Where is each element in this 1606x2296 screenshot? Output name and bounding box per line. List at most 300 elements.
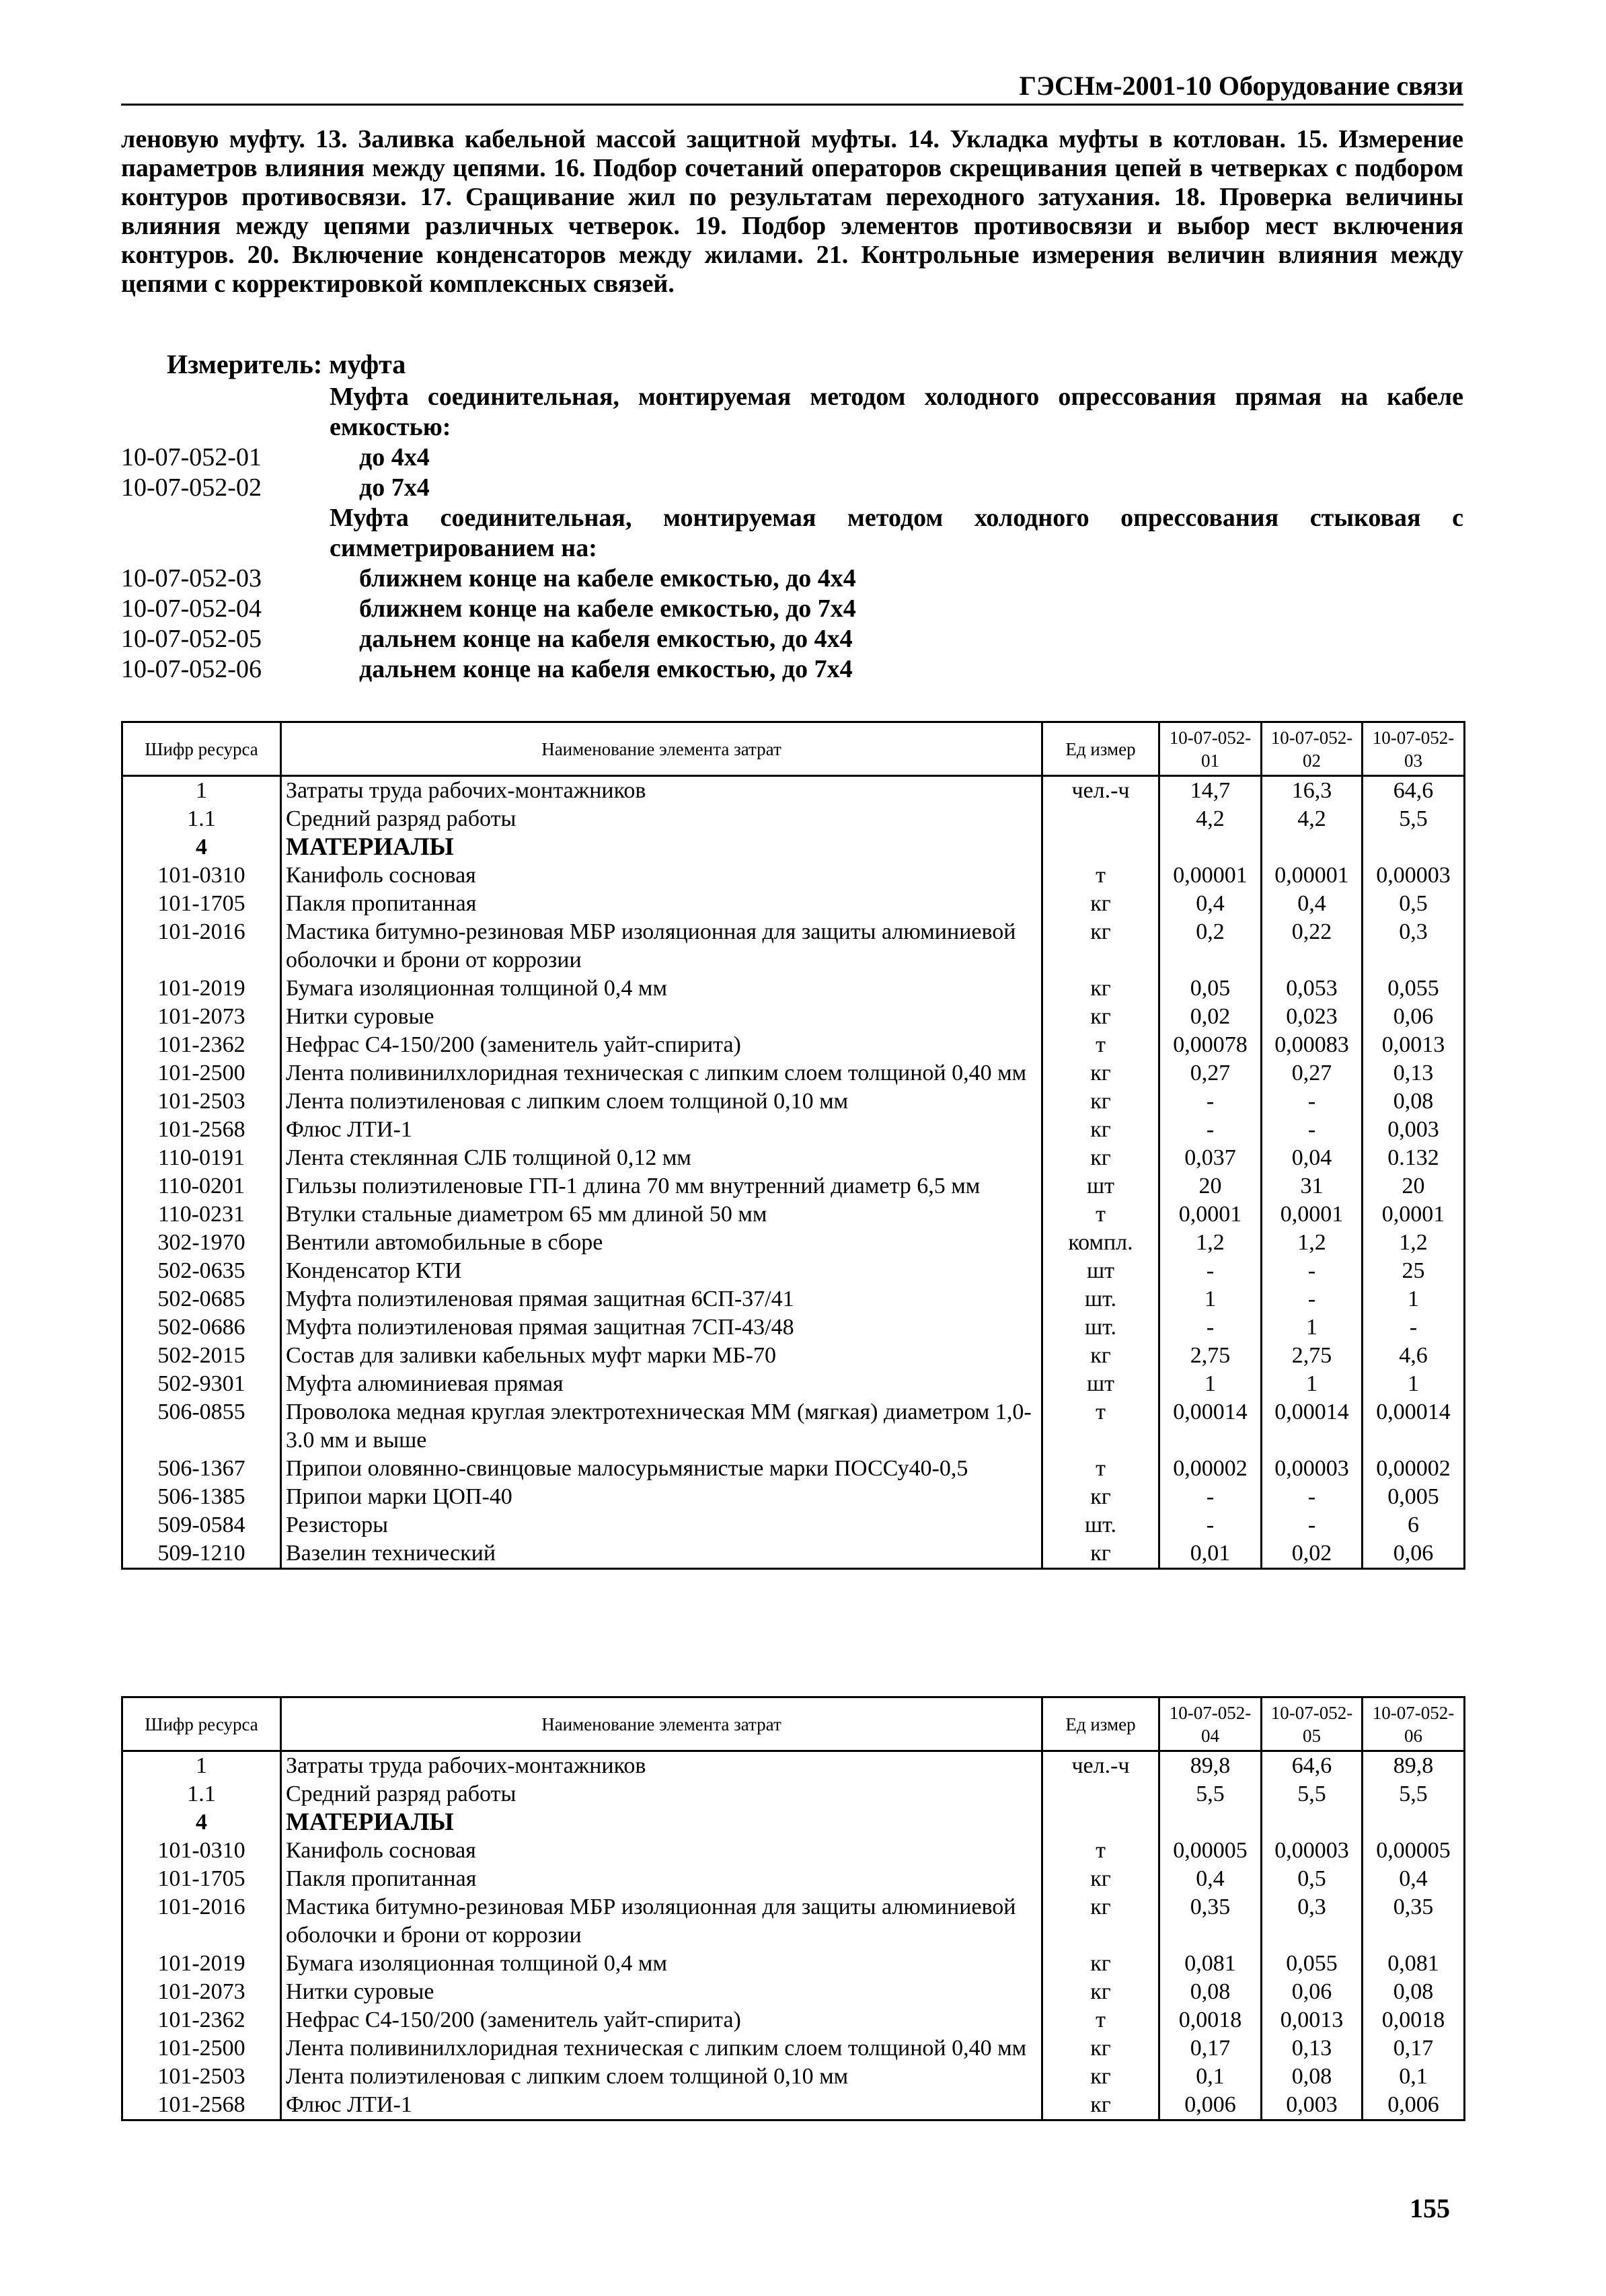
work-line [121, 473, 1463, 503]
norm-value: 0,05 [1159, 974, 1262, 1003]
resource-name: Флюс ЛТИ-1 [281, 1116, 1042, 1144]
norm-value: 0,081 [1159, 1950, 1262, 1978]
header-norm-code: 10-07-052-01 [1159, 722, 1262, 776]
norm-value: 0,08 [1159, 1978, 1262, 2006]
resource-code: 302-1970 [122, 1229, 281, 1257]
resource-code: 101-0310 [122, 862, 281, 890]
norm-value: 0,003 [1262, 2091, 1363, 2120]
norm-value: 0,27 [1262, 1059, 1363, 1087]
unit-cell: кг [1042, 974, 1159, 1003]
resource-table-1 [121, 721, 1465, 1570]
resource-code: 4 [122, 833, 281, 862]
resource-name: Припои оловянно-свинцовые малосурьмянистые марки ПОССу40-0,5 [281, 1455, 1042, 1483]
resource-code: 101-2016 [122, 1893, 281, 1950]
norm-value: - [1159, 1087, 1262, 1116]
resource-name: Муфта алюминиевая прямая [281, 1370, 1042, 1398]
norm-value: 20 [1159, 1172, 1262, 1200]
resource-name: Затраты труда рабочих-монтажников [281, 1751, 1042, 1781]
resource-code: 110-0201 [122, 1172, 281, 1200]
norm-value: 0,00014 [1159, 1398, 1262, 1455]
unit-cell: шт. [1042, 1511, 1159, 1539]
resource-code: 110-0191 [122, 1144, 281, 1172]
table-row [122, 1780, 1465, 1808]
header-norm-code: 10-07-052-03 [1363, 722, 1465, 776]
norm-value: 0,08 [1363, 1087, 1465, 1116]
resource-code: 506-1385 [122, 1483, 281, 1511]
resource-code: 1 [122, 776, 281, 806]
table-row [122, 1751, 1465, 1781]
unit-cell: кг [1042, 1087, 1159, 1116]
resource-name: Флюс ЛТИ-1 [281, 2091, 1042, 2120]
table-row [122, 1455, 1465, 1483]
resource-code: 101-2073 [122, 1978, 281, 2006]
resource-code: 1.1 [122, 1780, 281, 1808]
work-description: до 7x4 [359, 473, 430, 502]
unit-cell: кг [1042, 1342, 1159, 1370]
work-line [121, 654, 1463, 685]
resource-name: Втулки стальные диаметром 65 мм длиной 50 мм [281, 1200, 1042, 1229]
resource-name: Вентили автомобильные в сборе [281, 1229, 1042, 1257]
table-row [122, 862, 1465, 890]
unit-cell: т [1042, 1837, 1159, 1865]
unit-cell: т [1042, 1398, 1159, 1455]
unit-cell: кг [1042, 1950, 1159, 1978]
table-row [122, 1285, 1465, 1313]
table-row [122, 2091, 1465, 2120]
norm-value: 4,2 [1262, 805, 1363, 833]
resource-name: Пакля пропитанная [281, 890, 1042, 918]
resource-name: МАТЕРИАЛЫ [281, 1808, 1042, 1837]
norm-value: 1,2 [1363, 1229, 1465, 1257]
table-row [122, 1539, 1465, 1569]
norm-value: 0,00003 [1363, 862, 1465, 890]
resource-name: Пакля пропитанная [281, 1865, 1042, 1893]
norm-value: 5,5 [1363, 1780, 1465, 1808]
unit-cell: шт [1042, 1257, 1159, 1285]
resource-code: 101-2073 [122, 1003, 281, 1031]
norm-value: 0,0001 [1363, 1200, 1465, 1229]
header-name: Наименование элемента затрат [281, 722, 1042, 776]
norm-value: 1 [1262, 1313, 1363, 1342]
work-description: Муфта соединительная, монтируемая методом холодного опрессования стыковая с симметрированием на: [330, 504, 1463, 562]
norm-value: 1 [1159, 1285, 1262, 1313]
resource-code: 101-2362 [122, 2006, 281, 2034]
norm-value: 0,055 [1363, 974, 1465, 1003]
resource-name: Бумага изоляционная толщиной 0,4 мм [281, 1950, 1042, 1978]
table-row [122, 1370, 1465, 1398]
resource-name: Мастика битумно-резиновая МБР изоляционная для защиты алюминиевой оболочки и брони от коррозии [281, 1893, 1042, 1950]
norm-value: 0,13 [1262, 2034, 1363, 2063]
norm-value: - [1159, 1313, 1262, 1342]
work-line [121, 564, 1463, 594]
unit-cell: кг [1042, 1893, 1159, 1950]
unit-cell: чел.-ч [1042, 776, 1159, 806]
table-row [122, 1893, 1465, 1950]
header-rule [121, 104, 1463, 106]
resource-code: 101-1705 [122, 1865, 281, 1893]
norm-value: 0,02 [1262, 1539, 1363, 1569]
norm-value: 1 [1363, 1285, 1465, 1313]
norm-value: 0,08 [1262, 2063, 1363, 2091]
header-norm-code: 10-07-052-06 [1363, 1697, 1465, 1751]
table-row [122, 1398, 1465, 1455]
norm-value: 0,023 [1262, 1003, 1363, 1031]
unit-cell: шт. [1042, 1313, 1159, 1342]
resource-code: 502-2015 [122, 1342, 281, 1370]
resource-name: Лента стеклянная СЛБ толщиной 0,12 мм [281, 1144, 1042, 1172]
norm-value: 89,8 [1363, 1751, 1465, 1781]
resource-code: 101-0310 [122, 1837, 281, 1865]
table-row [122, 1511, 1465, 1539]
table-row [122, 918, 1465, 974]
norm-value: 0,3 [1363, 918, 1465, 974]
section-row [122, 1808, 1465, 1837]
table-row [122, 1257, 1465, 1285]
table-row [122, 1342, 1465, 1370]
resource-name: МАТЕРИАЛЫ [281, 833, 1042, 862]
work-code: 10-07-052-05 [121, 625, 262, 653]
unit-cell: кг [1042, 2063, 1159, 2091]
norm-value: 89,8 [1159, 1751, 1262, 1781]
norm-value: - [1159, 1257, 1262, 1285]
norm-value: 0,00005 [1159, 1837, 1262, 1865]
norm-value: 4,6 [1363, 1342, 1465, 1370]
table-row [122, 805, 1465, 833]
norm-value: 5,5 [1363, 805, 1465, 833]
resource-code: 110-0231 [122, 1200, 281, 1229]
resource-name: Нитки суровые [281, 1978, 1042, 2006]
norm-value: 0,02 [1159, 1003, 1262, 1031]
norm-value: 0,22 [1262, 918, 1363, 974]
norm-value: 0,4 [1262, 890, 1363, 918]
unit-cell: кг [1042, 1865, 1159, 1893]
table-row [122, 1313, 1465, 1342]
table-row [122, 1116, 1465, 1144]
norm-value: 0,00014 [1262, 1398, 1363, 1455]
intro-paragraph: леновую муфту. 13. Заливка кабельной массой защитной муфты. 14. Укладка муфты в котлован. 15. Измерение параметров влияния между цепями. 16. Подбор сочетаний операторов скрещивания цепей в четверках с подбором контуров противосвязи. 17. Сращивание жил по результатам переходного затухания. 18. Проверка величины влияния между цепями различных четверок. 19. Подбор элементов противосвязи и выбор мест включения контуров. 20. Включение конденсаторов между жилами. 21. Контрольные измерения величин влияния между цепями с корректировкой комплексных связей. [121, 125, 1463, 298]
norm-value: 0,00005 [1363, 1837, 1465, 1865]
norm-value: 4,2 [1159, 805, 1262, 833]
resource-code: 1.1 [122, 805, 281, 833]
work-code: 10-07-052-02 [121, 473, 262, 502]
table-row [122, 2063, 1465, 2091]
resource-name: Гильзы полиэтиленовые ГП-1 длина 70 мм внутренний диаметр 6,5 мм [281, 1172, 1042, 1200]
norm-value: 0,06 [1363, 1539, 1465, 1569]
norm-value: 0,037 [1159, 1144, 1262, 1172]
norm-value: 0,006 [1363, 2091, 1465, 2120]
table-row [122, 1144, 1465, 1172]
resource-name: Средний разряд работы [281, 805, 1042, 833]
unit-cell: кг [1042, 1116, 1159, 1144]
resource-code: 509-0584 [122, 1511, 281, 1539]
table-row [122, 2006, 1465, 2034]
norm-value: 2,75 [1159, 1342, 1262, 1370]
norm-value: 0,4 [1159, 890, 1262, 918]
header-unit: Ед измер [1042, 1697, 1159, 1751]
norm-value [1159, 1808, 1262, 1837]
unit-cell [1042, 805, 1159, 833]
unit-cell: кг [1042, 918, 1159, 974]
norm-value: 0,00001 [1159, 862, 1262, 890]
work-code [121, 382, 330, 443]
unit-cell: шт. [1042, 1285, 1159, 1313]
unit-cell: кг [1042, 890, 1159, 918]
norm-value: 0,0001 [1159, 1200, 1262, 1229]
unit-cell: т [1042, 1200, 1159, 1229]
norm-value: 0,4 [1363, 1865, 1465, 1893]
section-row [122, 833, 1465, 862]
table-row [122, 776, 1465, 806]
resource-code: 101-2503 [122, 1087, 281, 1116]
table-row [122, 1172, 1465, 1200]
norm-value: 14,7 [1159, 776, 1262, 806]
resource-code: 101-1705 [122, 890, 281, 918]
norm-value: - [1159, 1116, 1262, 1144]
norm-value: 0,053 [1262, 974, 1363, 1003]
header-norm-code: 10-07-052-02 [1262, 722, 1363, 776]
norm-value: 0,3 [1262, 1893, 1363, 1950]
norm-value: 2,75 [1262, 1342, 1363, 1370]
work-code [121, 503, 330, 564]
unit-cell [1042, 1780, 1159, 1808]
norm-value: 0,17 [1363, 2034, 1465, 2063]
norm-value: 5,5 [1262, 1780, 1363, 1808]
norm-value: 1 [1363, 1370, 1465, 1398]
running-header: ГЭСНм-2001-10 Оборудование связи [1019, 71, 1463, 101]
norm-value: 0,2 [1159, 918, 1262, 974]
norm-value: - [1262, 1116, 1363, 1144]
norm-value: 0,00083 [1262, 1031, 1363, 1059]
resource-name: Лента полиэтиленовая с липким слоем толщиной 0,10 мм [281, 2063, 1042, 2091]
work-code: 10-07-052-04 [121, 595, 262, 623]
unit-cell [1042, 1808, 1159, 1837]
header-norm-code: 10-07-052-04 [1159, 1697, 1262, 1751]
unit-cell: компл. [1042, 1229, 1159, 1257]
resource-name: Нитки суровые [281, 1003, 1042, 1031]
norm-value: 0,00078 [1159, 1031, 1262, 1059]
unit-cell: кг [1042, 2091, 1159, 2120]
resource-code: 101-2362 [122, 1031, 281, 1059]
table-row [122, 1200, 1465, 1229]
norm-value: 0,06 [1262, 1978, 1363, 2006]
unit-cell: шт [1042, 1172, 1159, 1200]
norm-value: 0,1 [1363, 2063, 1465, 2091]
norm-value: 0,13 [1363, 1059, 1465, 1087]
norm-value: 0,01 [1159, 1539, 1262, 1569]
resource-name: Средний разряд работы [281, 1780, 1042, 1808]
norm-value: 0,005 [1363, 1483, 1465, 1511]
norm-value [1363, 1808, 1465, 1837]
resource-name: Лента полиэтиленовая с липким слоем толщиной 0,10 мм [281, 1087, 1042, 1116]
header-cipher: Шифр ресурса [122, 722, 281, 776]
resource-name: Резисторы [281, 1511, 1042, 1539]
norm-value: 0,08 [1363, 1978, 1465, 2006]
norm-value: 0,35 [1159, 1893, 1262, 1950]
resource-code: 101-2500 [122, 1059, 281, 1087]
unit-cell: чел.-ч [1042, 1751, 1159, 1781]
work-description: ближнем конце на кабеле емкостью, до 4x4 [359, 564, 856, 592]
resource-name: Лента поливинилхлоридная техническая с липким слоем толщиной 0,40 мм [281, 1059, 1042, 1087]
norm-value: - [1262, 1511, 1363, 1539]
work-line [121, 382, 1463, 443]
resource-name: Лента поливинилхлоридная техническая с липким слоем толщиной 0,40 мм [281, 2034, 1042, 2063]
table-row [122, 1837, 1465, 1865]
unit-cell: кг [1042, 1003, 1159, 1031]
work-description: дальнем конце на кабеля емкостью, до 7x4 [359, 655, 853, 683]
norm-value: - [1262, 1257, 1363, 1285]
resource-name: Мастика битумно-резиновая МБР изоляционная для защиты алюминиевой оболочки и брони от коррозии [281, 918, 1042, 974]
unit-cell: кг [1042, 1539, 1159, 1569]
unit-cell: т [1042, 2006, 1159, 2034]
norm-value: 0,0013 [1262, 2006, 1363, 2034]
work-code: 10-07-052-01 [121, 443, 262, 471]
norm-value: 25 [1363, 1257, 1465, 1285]
table-row [122, 1087, 1465, 1116]
unit-cell: кг [1042, 1059, 1159, 1087]
norm-value: - [1159, 1483, 1262, 1511]
table-row [122, 1003, 1465, 1031]
unit-cell: т [1042, 1455, 1159, 1483]
unit-cell: кг [1042, 1483, 1159, 1511]
page-number: 155 [1410, 2193, 1450, 2223]
norm-value: - [1159, 1511, 1262, 1539]
norm-value: 0,04 [1262, 1144, 1363, 1172]
resource-table-2 [121, 1696, 1465, 2121]
resource-name: Проволока медная круглая электротехническая ММ (мягкая) диаметром 1,0-3.0 мм и выше [281, 1398, 1042, 1455]
norm-value: 0,1 [1159, 2063, 1262, 2091]
header-norm-code: 10-07-052-05 [1262, 1697, 1363, 1751]
resource-code: 101-2503 [122, 2063, 281, 2091]
norm-value: 16,3 [1262, 776, 1363, 806]
header-unit: Ед измер [1042, 722, 1159, 776]
norm-value: 6 [1363, 1511, 1465, 1539]
norm-value: 0,4 [1159, 1865, 1262, 1893]
norm-value [1159, 833, 1262, 862]
norm-value: - [1262, 1285, 1363, 1313]
norm-value: 0.132 [1363, 1144, 1465, 1172]
resource-name: Нефрас С4-150/200 (заменитель уайт-спирита) [281, 2006, 1042, 2034]
resource-name: Припои марки ЦОП-40 [281, 1483, 1042, 1511]
norm-value: 1,2 [1262, 1229, 1363, 1257]
norm-value: 0,0018 [1159, 2006, 1262, 2034]
work-description: Муфта соединительная, монтируемая методом холодного опрессования прямая на кабеле емкостью: [330, 383, 1463, 441]
resource-name: Муфта полиэтиленовая прямая защитная 7СП-43/48 [281, 1313, 1042, 1342]
norm-value: 0,081 [1363, 1950, 1465, 1978]
resource-name: Конденсатор КТИ [281, 1257, 1042, 1285]
work-description: дальнем конце на кабеля емкостью, до 4x4 [359, 625, 853, 653]
table-row [122, 1978, 1465, 2006]
resource-code: 509-1210 [122, 1539, 281, 1569]
unit-cell: кг [1042, 1978, 1159, 2006]
resource-code: 101-2568 [122, 1116, 281, 1144]
norm-value: - [1262, 1483, 1363, 1511]
norm-value: 31 [1262, 1172, 1363, 1200]
resource-code: 502-0685 [122, 1285, 281, 1313]
norm-value: 0,0001 [1262, 1200, 1363, 1229]
work-description: до 4x4 [359, 443, 430, 471]
header-name: Наименование элемента затрат [281, 1697, 1042, 1751]
work-description: ближнем конце на кабеле емкостью, до 7x4 [359, 595, 856, 623]
table-row [122, 890, 1465, 918]
norm-value: 0,00003 [1262, 1455, 1363, 1483]
header-cipher: Шифр ресурса [122, 1697, 281, 1751]
norm-value: - [1363, 1313, 1465, 1342]
norm-value: - [1262, 1087, 1363, 1116]
norm-value: 0,003 [1363, 1116, 1465, 1144]
resource-code: 101-2019 [122, 974, 281, 1003]
unit-cell: кг [1042, 2034, 1159, 2063]
resource-code: 101-2016 [122, 918, 281, 974]
unit-cell: т [1042, 1031, 1159, 1059]
norm-value: 0,055 [1262, 1950, 1363, 1978]
norm-value: 20 [1363, 1172, 1465, 1200]
norm-value: 0,00014 [1363, 1398, 1465, 1455]
work-code: 10-07-052-03 [121, 564, 262, 592]
resource-name: Вазелин технический [281, 1539, 1042, 1569]
resource-code: 506-1367 [122, 1455, 281, 1483]
norm-value: 0,27 [1159, 1059, 1262, 1087]
unit-cell: кг [1042, 1144, 1159, 1172]
resource-code: 502-0635 [122, 1257, 281, 1285]
table-row [122, 1059, 1465, 1087]
table-row [122, 2034, 1465, 2063]
work-line [121, 503, 1463, 564]
resource-name: Состав для заливки кабельных муфт марки МБ-70 [281, 1342, 1042, 1370]
table-row [122, 1865, 1465, 1893]
resource-name: Затраты труда рабочих-монтажников [281, 776, 1042, 806]
norm-value: 0,35 [1363, 1893, 1465, 1950]
resource-code: 101-2019 [122, 1950, 281, 1978]
table-row [122, 1031, 1465, 1059]
norm-value: 1 [1262, 1370, 1363, 1398]
table-row [122, 1229, 1465, 1257]
unit-cell [1042, 833, 1159, 862]
resource-code: 1 [122, 1751, 281, 1781]
resource-code: 502-9301 [122, 1370, 281, 1398]
norm-value [1262, 1808, 1363, 1837]
work-line [121, 443, 1463, 473]
norm-value: 0,5 [1262, 1865, 1363, 1893]
norm-value: 0,006 [1159, 2091, 1262, 2120]
norm-value: 5,5 [1159, 1780, 1262, 1808]
resource-name: Нефрас С4-150/200 (заменитель уайт-спирита) [281, 1031, 1042, 1059]
table-row [122, 1950, 1465, 1978]
norm-value: 0,0013 [1363, 1031, 1465, 1059]
work-line [121, 594, 1463, 624]
norm-value: 0,00002 [1159, 1455, 1262, 1483]
norm-value: 0,17 [1159, 2034, 1262, 2063]
table-row [122, 974, 1465, 1003]
norm-value: 0,00003 [1262, 1837, 1363, 1865]
table-row [122, 1483, 1465, 1511]
resource-name: Канифоль сосновая [281, 1837, 1042, 1865]
unit-cell: т [1042, 862, 1159, 890]
work-list [121, 382, 1463, 685]
resource-name: Бумага изоляционная толщиной 0,4 мм [281, 974, 1042, 1003]
resource-name: Муфта полиэтиленовая прямая защитная 6СП-37/41 [281, 1285, 1042, 1313]
norm-value: 0,00002 [1363, 1455, 1465, 1483]
norm-value: 0,00001 [1262, 862, 1363, 890]
resource-code: 101-2500 [122, 2034, 281, 2063]
resource-code: 506-0855 [122, 1398, 281, 1455]
resource-name: Канифоль сосновая [281, 862, 1042, 890]
work-line [121, 624, 1463, 654]
resource-code: 502-0686 [122, 1313, 281, 1342]
norm-value: 0,5 [1363, 890, 1465, 918]
norm-value [1262, 833, 1363, 862]
norm-value: 64,6 [1262, 1751, 1363, 1781]
norm-value: 64,6 [1363, 776, 1465, 806]
